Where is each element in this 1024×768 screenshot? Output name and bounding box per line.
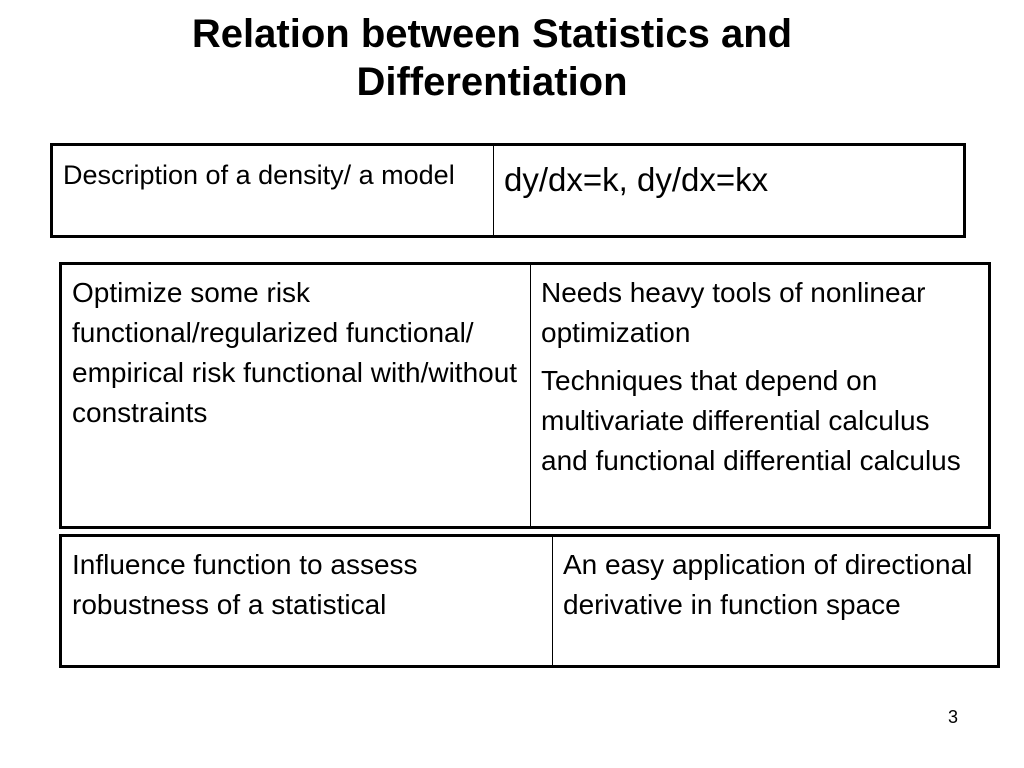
- derivative-equations-cell: dy/dx=k, dy/dx=kx: [494, 145, 965, 237]
- table-row: [61, 536, 999, 667]
- density-model-table: [50, 143, 966, 238]
- risk-functional-cell: Optimize some risk functional/regularized functional/ empirical risk functional with/without constraints: [61, 264, 531, 528]
- optimization-tools-cell: [531, 264, 990, 528]
- slide-title: [0, 10, 984, 106]
- differential-calculus-text: Techniques that depend on multivariate differential calculus and functional differential calculus: [541, 365, 961, 476]
- nonlinear-optimization-text: Needs heavy tools of nonlinear optimization: [541, 277, 926, 348]
- page-number: 3: [948, 707, 959, 727]
- influence-function-cell: Influence function to assess robustness of a statistical: [61, 536, 553, 667]
- slide-title-line-1: Relation between Statistics and: [191, 12, 793, 56]
- slide-title-line-2: Differentiation: [356, 60, 628, 104]
- influence-function-table: [59, 534, 1000, 668]
- density-model-description-cell: Description of a density/ a model: [52, 145, 494, 237]
- table-row: [61, 264, 990, 528]
- optimization-table: [59, 262, 991, 529]
- table-row: [52, 145, 965, 237]
- directional-derivative-cell: An easy application of directional derivative in function space: [553, 536, 999, 667]
